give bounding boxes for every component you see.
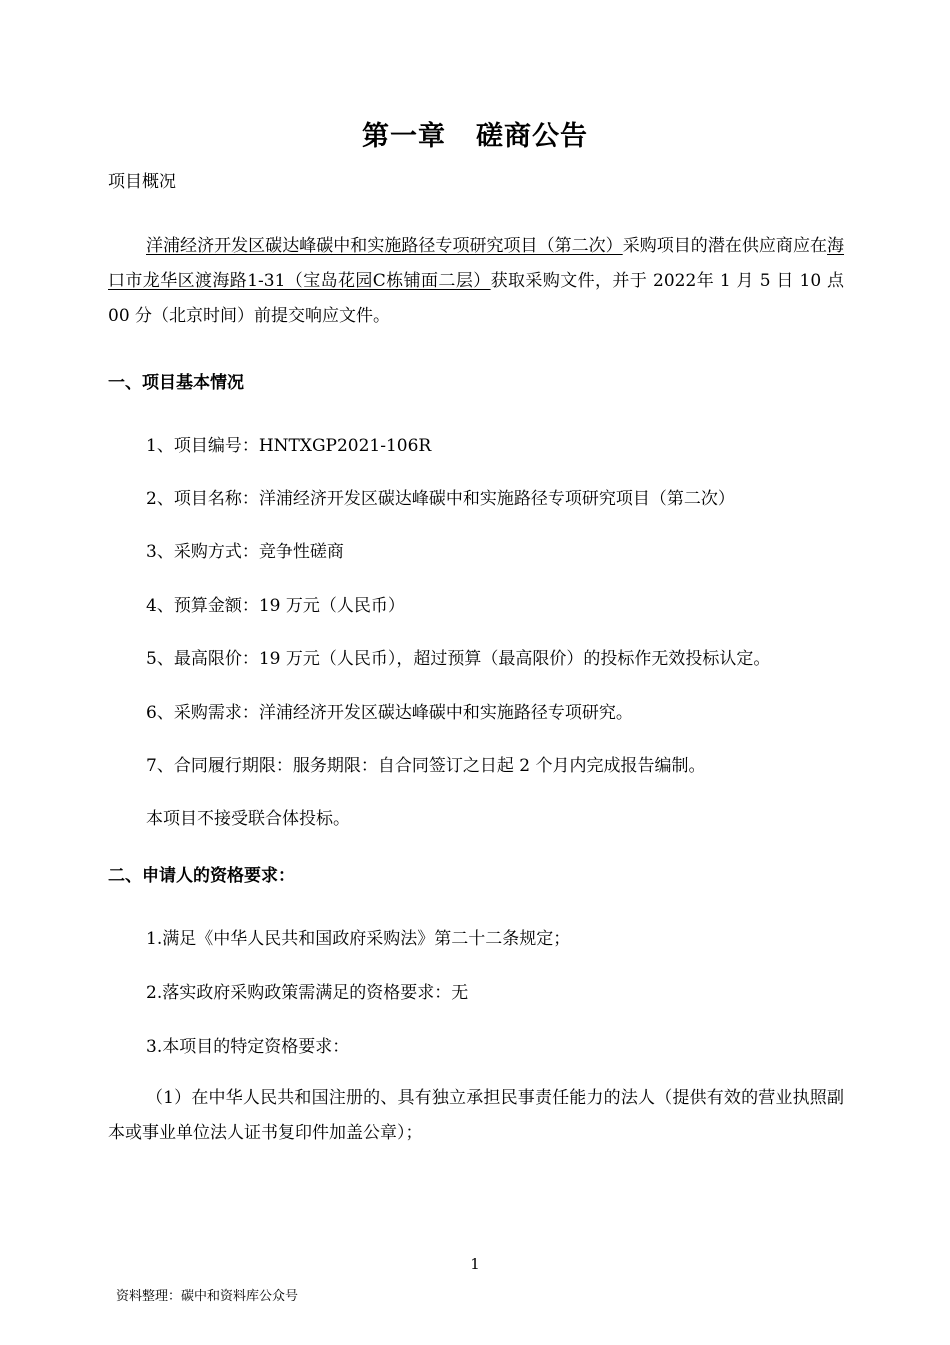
- section2-item: 3.本项目的特定资格要求：: [146, 1037, 350, 1057]
- section1-item: 1、项目编号：HNTXGP2021-106R: [146, 436, 432, 456]
- intro-text-2: 获取采购文件，并于 2022年 1 月 5 日 10 点 00 分（北京时间）前提交响应文件。: [108, 271, 844, 326]
- section1-item: 3、采购方式：竞争性磋商: [146, 542, 344, 562]
- page-number: 1: [470, 1255, 480, 1273]
- title-chapter: 第一章: [362, 121, 446, 152]
- overview-heading: 项目概况: [108, 172, 176, 192]
- section2-item: 2.落实政府采购政策需满足的资格要求：无: [146, 983, 469, 1003]
- footer-note: 资料整理：碳中和资料库公众号: [116, 1289, 299, 1304]
- section1-item: 7、合同履行期限：服务期限：自合同签订之日起 2 个月内完成报告编制。: [146, 756, 706, 776]
- section1-item: 4、预算金额：19 万元（人民币）: [146, 596, 405, 616]
- section1-item: 2、项目名称：洋浦经济开发区碳达峰碳中和实施路径专项研究项目（第二次）: [146, 489, 735, 509]
- section1-item: 6、采购需求：洋浦经济开发区碳达峰碳中和实施路径专项研究。: [146, 703, 633, 723]
- page-title: [0, 114, 950, 153]
- section1-item: 5、最高限价：19 万元（人民币），超过预算（最高限价）的投标作无效投标认定。: [146, 649, 771, 669]
- section2-heading: 二、申请人的资格要求：: [108, 866, 295, 886]
- intro-paragraph: [108, 229, 844, 334]
- intro-text-1: 采购项目的潜在供应商应在: [622, 236, 828, 256]
- section2-sub-item: （1）在中华人民共和国注册的、具有独立承担民事责任能力的法人（提供有效的营业执照副本或事业单位法人证书复印件加盖公章）；: [108, 1088, 844, 1143]
- section1-note: 本项目不接受联合体投标。: [146, 809, 350, 829]
- address-link: 海口市龙华区渡海路1-31（宝岛花园C栋铺面二层）: [108, 236, 845, 291]
- section1-heading: 一、项目基本情况: [108, 373, 244, 393]
- project-name-link: 洋浦经济开发区碳达峰碳中和实施路径专项研究项目（第二次）: [146, 236, 623, 256]
- section2-item: 1.满足《中华人民共和国政府采购法》第二十二条规定；: [146, 929, 571, 949]
- title-text: 磋商公告: [476, 121, 588, 152]
